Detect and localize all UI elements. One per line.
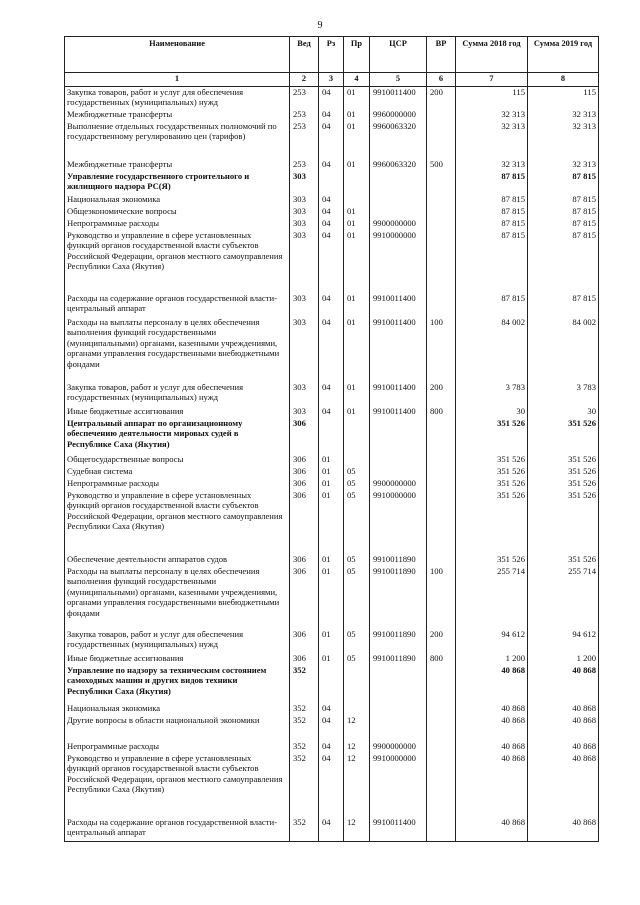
cell-sum-2018: 32 313	[456, 121, 528, 159]
cell-name: Управление по надзору за техническим состоянием самоходных машин и других видов техники Республики Саха (Якутия)	[65, 665, 290, 703]
cell-rz: 01	[319, 490, 344, 554]
cell-sum-2019: 87 815	[528, 293, 599, 317]
cell-name: Закупка товаров, работ и услуг для обеспечения государственных (муниципальных) нужд	[65, 382, 290, 406]
cell-rz: 01	[319, 454, 344, 466]
cell-rz	[319, 665, 344, 703]
cell-pr: 12	[344, 715, 370, 741]
cell-pr: 05	[344, 478, 370, 490]
cell-ved: 306	[290, 454, 319, 466]
cell-sum-2018: 40 868	[456, 665, 528, 703]
cell-vr	[427, 817, 456, 842]
cell-ved: 306	[290, 653, 319, 665]
header-number: 8	[528, 73, 599, 87]
cell-pr: 01	[344, 109, 370, 121]
cell-rz: 04	[319, 317, 344, 382]
cell-csr: 9910000000	[370, 230, 427, 293]
cell-ved: 306	[290, 629, 319, 653]
cell-csr: 9960000000	[370, 109, 427, 121]
cell-ved: 303	[290, 194, 319, 206]
cell-name: Общеэкономические вопросы	[65, 206, 290, 218]
table-row	[65, 406, 599, 418]
cell-pr	[344, 454, 370, 466]
cell-sum-2018: 351 526	[456, 490, 528, 554]
cell-csr: 9910011400	[370, 87, 427, 110]
cell-pr: 01	[344, 206, 370, 218]
cell-ved: 306	[290, 478, 319, 490]
cell-sum-2018: 351 526	[456, 466, 528, 478]
cell-name: Центральный аппарат по организационному обеспечению деятельности мировых судей в Республике Саха (Якутия)	[65, 418, 290, 454]
cell-csr: 9910011400	[370, 293, 427, 317]
cell-ved: 303	[290, 293, 319, 317]
cell-vr: 800	[427, 406, 456, 418]
cell-vr	[427, 454, 456, 466]
cell-csr: 9910011890	[370, 554, 427, 566]
cell-sum-2018: 3 783	[456, 382, 528, 406]
cell-rz: 04	[319, 293, 344, 317]
cell-ved: 303	[290, 171, 319, 194]
cell-sum-2018: 351 526	[456, 454, 528, 466]
cell-vr	[427, 194, 456, 206]
cell-vr	[427, 109, 456, 121]
cell-csr	[370, 194, 427, 206]
cell-sum-2018: 32 313	[456, 159, 528, 171]
cell-pr: 12	[344, 741, 370, 753]
cell-sum-2019: 3 783	[528, 382, 599, 406]
cell-pr: 01	[344, 218, 370, 230]
cell-pr: 01	[344, 87, 370, 110]
cell-sum-2018: 40 868	[456, 753, 528, 817]
cell-ved: 352	[290, 703, 319, 715]
cell-ved: 303	[290, 218, 319, 230]
table-row	[65, 206, 599, 218]
cell-sum-2019: 351 526	[528, 418, 599, 454]
cell-ved: 352	[290, 665, 319, 703]
cell-ved: 253	[290, 159, 319, 171]
cell-ved: 352	[290, 817, 319, 842]
header-name: Наименование	[65, 37, 290, 73]
cell-name: Управление государственного строительного и жилищного надзора РС(Я)	[65, 171, 290, 194]
cell-sum-2018: 40 868	[456, 715, 528, 741]
cell-sum-2019: 255 714	[528, 566, 599, 629]
cell-name: Обеспечение деятельности аппаратов судов	[65, 554, 290, 566]
cell-csr: 9910011400	[370, 382, 427, 406]
cell-sum-2019: 32 313	[528, 121, 599, 159]
cell-ved: 352	[290, 753, 319, 817]
cell-ved: 303	[290, 382, 319, 406]
cell-rz: 04	[319, 753, 344, 817]
cell-rz: 04	[319, 703, 344, 715]
cell-pr: 01	[344, 406, 370, 418]
cell-vr	[427, 218, 456, 230]
cell-name: Непрограммные расходы	[65, 218, 290, 230]
cell-csr: 9960063320	[370, 159, 427, 171]
cell-ved: 303	[290, 317, 319, 382]
header-sum-2019: Сумма 2019 год	[528, 37, 599, 73]
cell-pr: 01	[344, 317, 370, 382]
cell-sum-2019: 87 815	[528, 171, 599, 194]
cell-csr: 9910011890	[370, 653, 427, 665]
cell-name: Национальная экономика	[65, 194, 290, 206]
cell-vr	[427, 665, 456, 703]
table-row	[65, 703, 599, 715]
cell-rz: 04	[319, 715, 344, 741]
cell-vr: 200	[427, 382, 456, 406]
cell-csr	[370, 665, 427, 703]
cell-ved: 352	[290, 715, 319, 741]
cell-ved: 306	[290, 566, 319, 629]
header-vr: ВР	[427, 37, 456, 73]
header-number: 1	[65, 73, 290, 87]
cell-csr: 9960063320	[370, 121, 427, 159]
cell-sum-2019: 87 815	[528, 230, 599, 293]
cell-pr: 05	[344, 566, 370, 629]
cell-name: Иные бюджетные ассигнования	[65, 406, 290, 418]
table-row	[65, 171, 599, 194]
cell-vr: 200	[427, 629, 456, 653]
cell-sum-2018: 255 714	[456, 566, 528, 629]
cell-rz: 04	[319, 87, 344, 110]
cell-pr: 05	[344, 629, 370, 653]
cell-vr: 100	[427, 317, 456, 382]
cell-rz: 01	[319, 478, 344, 490]
table-row	[65, 753, 599, 817]
header-number: 4	[344, 73, 370, 87]
cell-name: Закупка товаров, работ и услуг для обеспечения государственных (муниципальных) нужд	[65, 87, 290, 110]
header-number: 7	[456, 73, 528, 87]
cell-csr: 9910011890	[370, 566, 427, 629]
table-row	[65, 454, 599, 466]
cell-rz: 04	[319, 230, 344, 293]
cell-sum-2019: 94 612	[528, 629, 599, 653]
cell-sum-2019: 1 200	[528, 653, 599, 665]
cell-vr: 100	[427, 566, 456, 629]
cell-rz: 01	[319, 554, 344, 566]
header-ved: Вед	[290, 37, 319, 73]
cell-ved: 306	[290, 466, 319, 478]
cell-name: Закупка товаров, работ и услуг для обеспечения государственных (муниципальных) нужд	[65, 629, 290, 653]
cell-sum-2019: 30	[528, 406, 599, 418]
cell-sum-2019: 32 313	[528, 159, 599, 171]
cell-csr: 9910000000	[370, 753, 427, 817]
cell-pr	[344, 171, 370, 194]
cell-rz: 04	[319, 206, 344, 218]
cell-ved: 253	[290, 109, 319, 121]
cell-csr: 9910000000	[370, 490, 427, 554]
cell-rz: 04	[319, 817, 344, 842]
cell-sum-2018: 87 815	[456, 206, 528, 218]
cell-pr	[344, 703, 370, 715]
cell-csr: 9900000000	[370, 478, 427, 490]
cell-sum-2019: 351 526	[528, 454, 599, 466]
cell-sum-2019: 40 868	[528, 665, 599, 703]
cell-rz	[319, 171, 344, 194]
table-row	[65, 490, 599, 554]
table-row	[65, 293, 599, 317]
cell-vr	[427, 230, 456, 293]
cell-pr: 01	[344, 382, 370, 406]
cell-vr	[427, 554, 456, 566]
cell-sum-2019: 351 526	[528, 490, 599, 554]
cell-name: Другие вопросы в области национальной экономики	[65, 715, 290, 741]
table-row	[65, 566, 599, 629]
cell-name: Расходы на выплаты персоналу в целях обеспечения выполнения функций государственными (муниципальными) органами, казенными учреждениями, органами управления государственными внебюджетными фондами	[65, 566, 290, 629]
table-row	[65, 554, 599, 566]
cell-name: Руководство и управление в сфере установленных функций органов государственной власти субъектов Российской Федерации, органов местного самоуправления Республики Саха (Якутия)	[65, 230, 290, 293]
cell-name: Непрограммные расходы	[65, 741, 290, 753]
cell-rz: 01	[319, 566, 344, 629]
table-row	[65, 741, 599, 753]
table-row	[65, 418, 599, 454]
table-row	[65, 194, 599, 206]
header-csr: ЦСР	[370, 37, 427, 73]
cell-vr	[427, 753, 456, 817]
cell-csr: 9910011890	[370, 629, 427, 653]
cell-sum-2019: 84 002	[528, 317, 599, 382]
cell-pr: 05	[344, 466, 370, 478]
cell-csr: 9910011400	[370, 317, 427, 382]
cell-csr	[370, 171, 427, 194]
cell-sum-2018: 40 868	[456, 741, 528, 753]
cell-sum-2018: 351 526	[456, 478, 528, 490]
cell-sum-2019: 351 526	[528, 554, 599, 566]
cell-name: Судебная система	[65, 466, 290, 478]
cell-pr: 12	[344, 753, 370, 817]
table-row	[65, 629, 599, 653]
cell-sum-2019: 32 313	[528, 109, 599, 121]
table-row	[65, 715, 599, 741]
cell-sum-2018: 87 815	[456, 218, 528, 230]
cell-vr	[427, 206, 456, 218]
header-number: 5	[370, 73, 427, 87]
cell-pr: 01	[344, 230, 370, 293]
table-row	[65, 121, 599, 159]
cell-rz: 01	[319, 466, 344, 478]
cell-rz: 04	[319, 159, 344, 171]
table-row	[65, 159, 599, 171]
cell-csr	[370, 466, 427, 478]
table-row	[65, 230, 599, 293]
cell-name: Межбюджетные трансферты	[65, 159, 290, 171]
table-row	[65, 466, 599, 478]
table-row	[65, 478, 599, 490]
cell-vr: 500	[427, 159, 456, 171]
cell-sum-2019: 351 526	[528, 466, 599, 478]
cell-sum-2019: 40 868	[528, 715, 599, 741]
cell-vr	[427, 171, 456, 194]
header-rz: Рз	[319, 37, 344, 73]
cell-ved: 253	[290, 121, 319, 159]
cell-sum-2018: 84 002	[456, 317, 528, 382]
cell-rz: 04	[319, 406, 344, 418]
cell-sum-2019: 87 815	[528, 206, 599, 218]
cell-sum-2019: 87 815	[528, 194, 599, 206]
cell-rz: 04	[319, 194, 344, 206]
cell-csr	[370, 715, 427, 741]
cell-sum-2018: 87 815	[456, 293, 528, 317]
cell-ved: 306	[290, 554, 319, 566]
cell-pr: 01	[344, 293, 370, 317]
cell-vr	[427, 703, 456, 715]
cell-pr: 12	[344, 817, 370, 842]
cell-sum-2018: 87 815	[456, 194, 528, 206]
cell-pr: 05	[344, 554, 370, 566]
cell-pr: 05	[344, 653, 370, 665]
cell-rz: 04	[319, 382, 344, 406]
cell-sum-2018: 30	[456, 406, 528, 418]
cell-vr	[427, 121, 456, 159]
cell-rz: 04	[319, 741, 344, 753]
cell-ved: 303	[290, 406, 319, 418]
cell-sum-2018: 40 868	[456, 817, 528, 842]
table-row	[65, 665, 599, 703]
cell-rz: 04	[319, 109, 344, 121]
cell-vr: 800	[427, 653, 456, 665]
cell-sum-2019: 115	[528, 87, 599, 110]
header-number: 3	[319, 73, 344, 87]
cell-pr: 01	[344, 121, 370, 159]
cell-sum-2019: 40 868	[528, 741, 599, 753]
cell-rz: 04	[319, 218, 344, 230]
cell-name: Общегосударственные вопросы	[65, 454, 290, 466]
cell-vr	[427, 741, 456, 753]
header-pr: Пр	[344, 37, 370, 73]
budget-table	[64, 36, 599, 842]
cell-vr	[427, 478, 456, 490]
cell-ved: 306	[290, 418, 319, 454]
cell-pr	[344, 194, 370, 206]
cell-sum-2019: 40 868	[528, 703, 599, 715]
cell-vr: 200	[427, 87, 456, 110]
cell-rz: 04	[319, 121, 344, 159]
table-row	[65, 317, 599, 382]
cell-sum-2018: 94 612	[456, 629, 528, 653]
cell-sum-2018: 87 815	[456, 171, 528, 194]
cell-name: Расходы на содержание органов государственной власти- центральный аппарат	[65, 817, 290, 842]
cell-ved: 303	[290, 206, 319, 218]
cell-sum-2018: 32 313	[456, 109, 528, 121]
cell-name: Непрограммные расходы	[65, 478, 290, 490]
cell-ved: 352	[290, 741, 319, 753]
cell-pr: 01	[344, 159, 370, 171]
cell-name: Расходы на выплаты персоналу в целях обеспечения выполнения функций государственными (муниципальными) органами, казенными учреждениями, органами управления государственными внебюджетными фондами	[65, 317, 290, 382]
table-row	[65, 218, 599, 230]
cell-sum-2019: 351 526	[528, 478, 599, 490]
cell-pr	[344, 418, 370, 454]
table-row	[65, 817, 599, 842]
cell-csr: 9900000000	[370, 218, 427, 230]
cell-rz: 01	[319, 629, 344, 653]
cell-csr	[370, 418, 427, 454]
table-row	[65, 653, 599, 665]
cell-csr: 9910011400	[370, 406, 427, 418]
cell-name: Выполнение отдельных государственных полномочий по государственному регулированию цен (тарифов)	[65, 121, 290, 159]
cell-pr: 05	[344, 490, 370, 554]
cell-sum-2018: 351 526	[456, 418, 528, 454]
cell-ved: 303	[290, 230, 319, 293]
table-row	[65, 109, 599, 121]
cell-name: Расходы на содержание органов государственной власти- центральный аппарат	[65, 293, 290, 317]
cell-sum-2018: 115	[456, 87, 528, 110]
cell-sum-2019: 40 868	[528, 817, 599, 842]
cell-vr	[427, 490, 456, 554]
cell-name: Руководство и управление в сфере установленных функций органов государственной власти субъектов Российской Федерации, органов местного самоуправления Республики Саха (Якутия)	[65, 753, 290, 817]
table-body	[65, 87, 599, 842]
cell-vr	[427, 418, 456, 454]
table-header	[65, 37, 599, 87]
cell-sum-2018: 87 815	[456, 230, 528, 293]
table-row	[65, 87, 599, 110]
cell-vr	[427, 466, 456, 478]
cell-csr: 9910011400	[370, 817, 427, 842]
header-number: 2	[290, 73, 319, 87]
header-sum-2018: Сумма 2018 год	[456, 37, 528, 73]
cell-vr	[427, 293, 456, 317]
cell-sum-2018: 351 526	[456, 554, 528, 566]
cell-ved: 306	[290, 490, 319, 554]
cell-name: Иные бюджетные ассигнования	[65, 653, 290, 665]
cell-sum-2018: 1 200	[456, 653, 528, 665]
cell-ved: 253	[290, 87, 319, 110]
cell-vr	[427, 715, 456, 741]
cell-csr	[370, 703, 427, 715]
cell-name: Межбюджетные трансферты	[65, 109, 290, 121]
cell-csr: 9900000000	[370, 741, 427, 753]
cell-csr	[370, 206, 427, 218]
cell-pr	[344, 665, 370, 703]
header-number: 6	[427, 73, 456, 87]
cell-csr	[370, 454, 427, 466]
cell-sum-2019: 87 815	[528, 218, 599, 230]
cell-name: Национальная экономика	[65, 703, 290, 715]
cell-rz: 01	[319, 653, 344, 665]
cell-name: Руководство и управление в сфере установленных функций органов государственной власти субъектов Российской Федерации, органов местного самоуправления Республики Саха (Якутия)	[65, 490, 290, 554]
cell-sum-2018: 40 868	[456, 703, 528, 715]
page-number: 9	[317, 20, 323, 31]
cell-sum-2019: 40 868	[528, 753, 599, 817]
table-row	[65, 382, 599, 406]
cell-rz	[319, 418, 344, 454]
